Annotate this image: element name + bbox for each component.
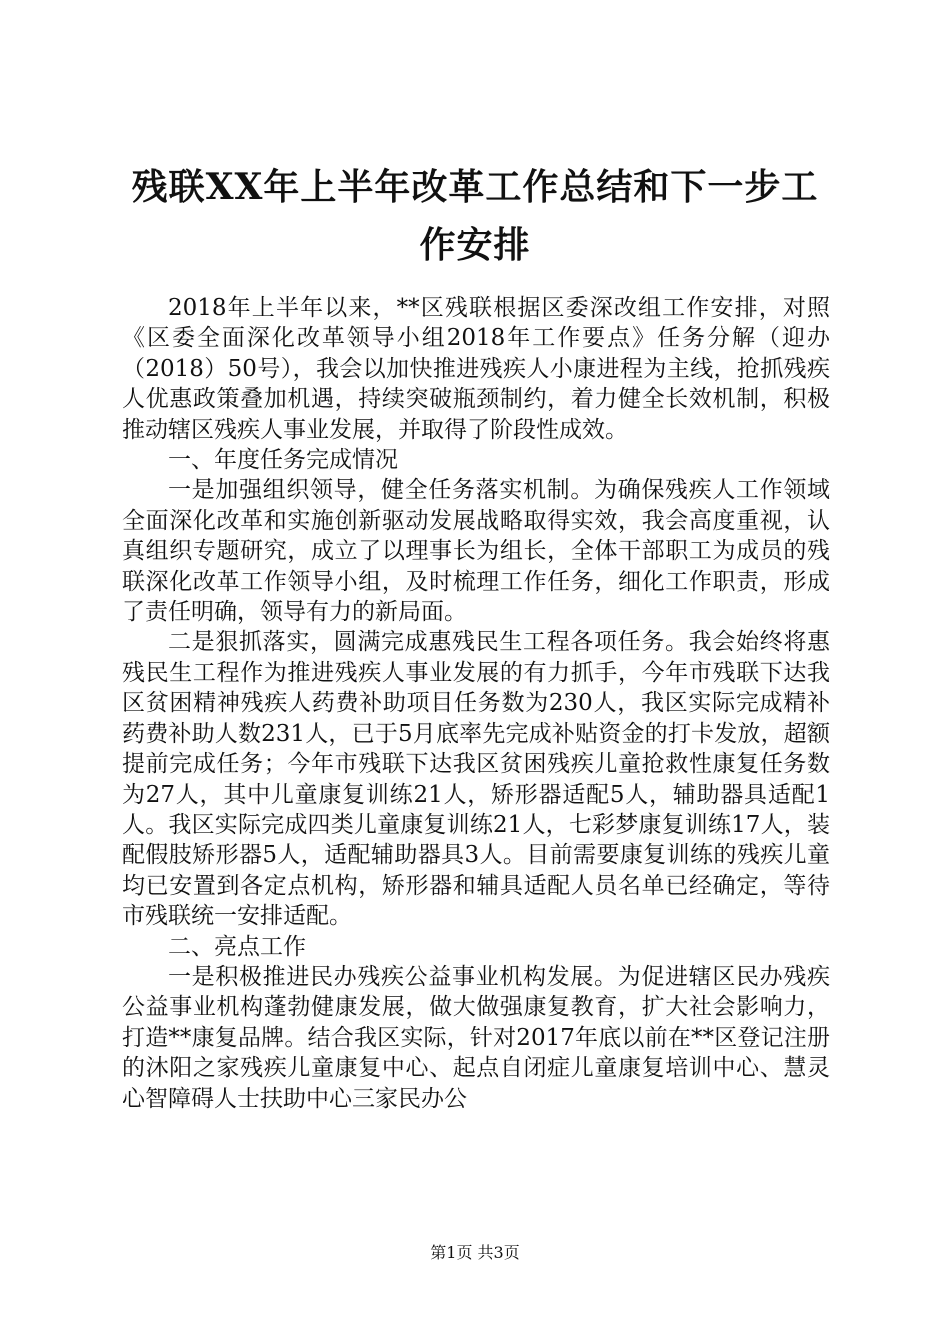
page-footer: 第1页 共3页 [430,1243,520,1262]
section-heading-annual-tasks: 一、年度任务完成情况 [168,447,398,474]
intro-paragraph: 2018年上半年以来，**区残联根据区委深改组工作安排，对照《区委全面深化改革领导小组2018年工作要点》任务分解（迎办（2018）50号），我会以加快推进残疾人小康进程为主线，抢抓残疾人优惠政策叠加机遇，持续突破瓶颈制约，着力健全长效机制，积极推动辖区残疾人事业发展，并取得了阶段性成效。 [122,295,830,443]
paragraph-livelihood-projects: 二是狠抓落实，圆满完成惠残民生工程各项任务。我会始终将惠残民生工程作为推进残疾人事业发展的有力抓手，今年市残联下达我区贫困精神残疾人药费补助项目任务数为230人，我区实际完成精补药费补助人数231人，已于5月底率先完成补贴资金的打卡发放，超额提前完成任务；今年市残联下达我区贫困残疾儿童抢救性康复任务数为27人，其中儿童康复训练21人，矫形器适配5人，辅助器具适配1人。我区实际完成四类儿童康复训练21人，七彩梦康复训练17人，装配假肢矫形器5人，适配辅助器具3人。目前需要康复训练的残疾儿童均已安置到各定点机构，矫形器和辅具适配人员名单已经确定，等待市残联统一安排适配。 [122,629,830,930]
paragraph-organization-leadership: 一是加强组织领导，健全任务落实机制。为确保残疾人工作领域全面深化改革和实施创新驱动发展战略取得实效，我会高度重视，认真组织专题研究，成立了以理事长为组长，全体干部职工为成员的残联深化改革工作领导小组，及时梳理工作任务，细化工作职责，形成了责任明确，领导有力的新局面。 [122,477,830,626]
section-heading-highlights: 二、亮点工作 [168,933,306,960]
document-body [122,293,830,1114]
paragraph-private-institutions: 一是积极推进民办残疾公益事业机构发展。为促进辖区民办残疾公益事业机构蓬勃健康发展，做大做强康复教育，扩大社会影响力，打造**康复品牌。结合我区实际，针对2017年底以前在**区登记注册的沐阳之家残疾儿童康复中心、起点自闭症儿童康复培训中心、慧灵心智障碍人士扶助中心三家民办公 [122,963,830,1112]
document-title: 残联XX年上半年改革工作总结和下一步工作安排 [131,166,819,266]
